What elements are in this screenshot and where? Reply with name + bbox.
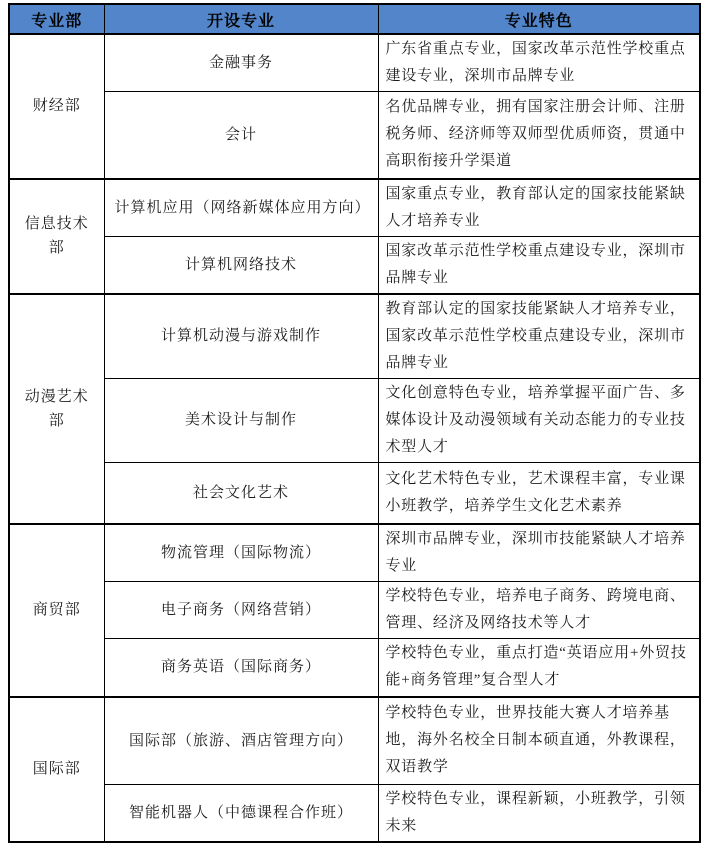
department-cell-xinxijishu: 信息技术部	[9, 179, 104, 294]
department-cell-dongman: 动漫艺术部	[9, 294, 104, 525]
feature-cell: 国家改革示范性学校重点建设专业，深圳市品牌专业	[378, 236, 700, 294]
header-cell-feature: 专业特色	[378, 4, 700, 34]
department-cell-shangmao: 商贸部	[9, 524, 104, 697]
table-header-row	[9, 4, 700, 34]
table-row	[9, 524, 700, 582]
header-cell-department: 专业部	[9, 4, 104, 34]
feature-cell: 名优品牌专业，拥有国家注册会计师、注册税务师、经济师等双师型优质师资，贯通中高职衔接升学渠道	[378, 92, 700, 179]
table-row	[9, 378, 700, 462]
table-row	[9, 92, 700, 179]
major-cell: 计算机网络技术	[104, 236, 378, 294]
major-cell: 计算机应用（网络新媒体应用方向）	[104, 179, 378, 237]
department-cell-caijing: 财经部	[9, 34, 104, 179]
feature-cell: 文化艺术特色专业，艺术课程丰富，专业课小班教学，培养学生文化艺术素养	[378, 462, 700, 524]
major-cell: 电子商务（网络营销）	[104, 582, 378, 639]
major-cell: 商务英语（国际商务）	[104, 639, 378, 697]
feature-cell: 学校特色专业，世界技能大赛人才培养基地，海外名校全日制本硕直通，外教课程，双语教学	[378, 697, 700, 785]
feature-cell: 学校特色专业，课程新颖，小班教学，引领未来	[378, 785, 700, 843]
major-cell: 国际部（旅游、酒店管理方向）	[104, 697, 378, 785]
feature-cell: 教育部认定的国家技能紧缺人才培养专业，国家改革示范性学校重点建设专业，深圳市品牌专业	[378, 294, 700, 379]
table-row	[9, 179, 700, 237]
major-cell: 美术设计与制作	[104, 378, 378, 462]
major-cell: 物流管理（国际物流）	[104, 524, 378, 582]
table-row	[9, 582, 700, 639]
feature-cell: 广东省重点专业，国家改革示范性学校重点建设专业，深圳市品牌专业	[378, 34, 700, 92]
table-row	[9, 697, 700, 785]
table-row	[9, 462, 700, 524]
feature-cell: 文化创意特色专业，培养掌握平面广告、多媒体设计及动漫领域有关动态能力的专业技术型人才	[378, 378, 700, 462]
feature-cell: 深圳市品牌专业，深圳市技能紧缺人才培养专业	[378, 524, 700, 582]
header-cell-major: 开设专业	[104, 4, 378, 34]
major-cell: 智能机器人（中德课程合作班）	[104, 785, 378, 843]
major-cell: 会计	[104, 92, 378, 179]
major-cell: 金融事务	[104, 34, 378, 92]
table-row	[9, 785, 700, 843]
feature-cell: 国家重点专业，教育部认定的国家技能紧缺人才培养专业	[378, 179, 700, 237]
table-row	[9, 34, 700, 92]
feature-cell: 学校特色专业，重点打造“英语应用+外贸技能+商务管理”复合型人才	[378, 639, 700, 697]
table-row	[9, 639, 700, 697]
majors-table	[8, 3, 701, 843]
table-row	[9, 236, 700, 294]
major-cell: 计算机动漫与游戏制作	[104, 294, 378, 379]
major-cell: 社会文化艺术	[104, 462, 378, 524]
department-cell-guoji: 国际部	[9, 697, 104, 843]
feature-cell: 学校特色专业，培养电子商务、跨境电商、管理、经济及网络技术等人才	[378, 582, 700, 639]
table-row	[9, 294, 700, 379]
